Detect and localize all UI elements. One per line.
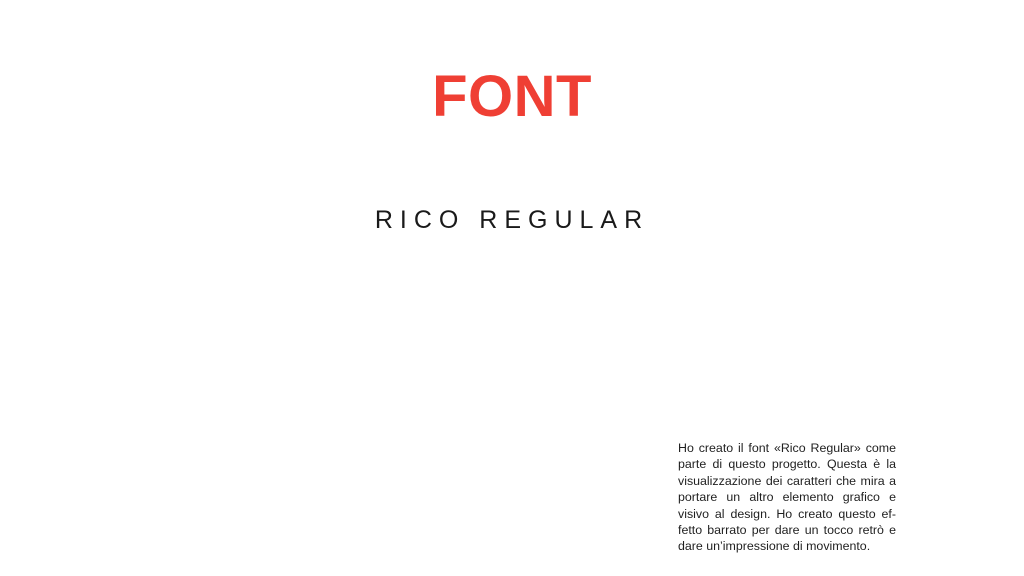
page-title: FONT <box>432 64 592 129</box>
description-paragraph: Ho creato il font «Rico Regular» come parte di questo progetto. Questa è la visualizzazione dei caratteri che mira a portare un altro elemento grafico e visivo al design. Ho creato questo ef-fetto barrato per dare un tocco retrò e dare un’impressione di movimento. <box>678 441 896 554</box>
font-name-subtitle: RICO REGULAR <box>374 206 650 234</box>
